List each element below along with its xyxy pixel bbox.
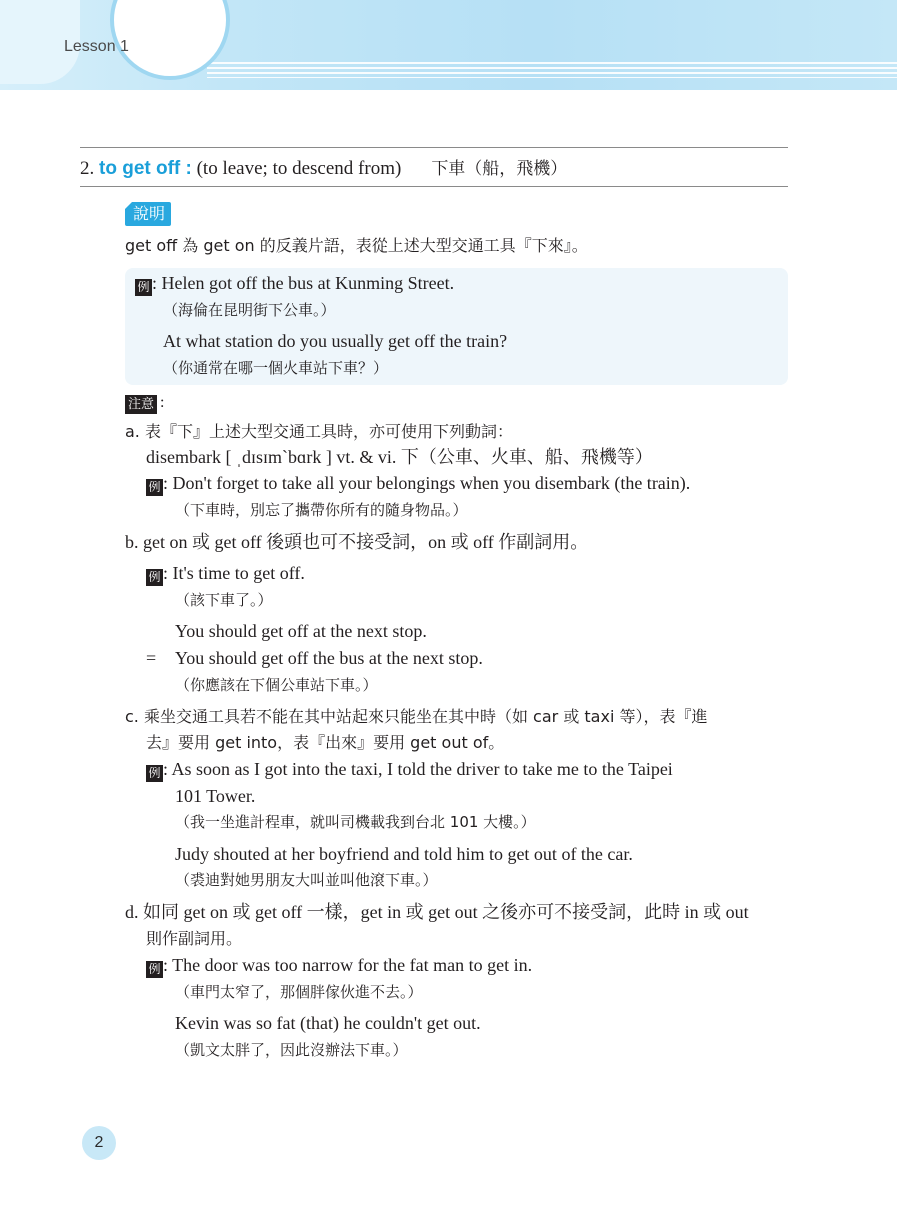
- example-1-zh: （海倫在昆明街下公車。）: [163, 301, 336, 319]
- top-divider: [80, 147, 788, 148]
- note-d-line1-text: d. 如同 get on 或 get off 一樣，get in 或 get out 之後亦可不接受詞，此時 in 或 out: [125, 902, 749, 922]
- note-a-example-zh: （下車時，別忘了攜帶你所有的隨身物品。）: [175, 501, 468, 519]
- note-tag: 注意: [125, 395, 157, 414]
- note-d-example2-en: Kevin was so fat (that) he couldn't get out.: [175, 1013, 481, 1033]
- note-b-equals: =: [146, 648, 157, 668]
- section-definition: (to leave; to descend from): [191, 158, 402, 179]
- header-stripes: [207, 62, 897, 78]
- note-b-example1-zh: （該下車了。）: [175, 591, 273, 609]
- note-d-example1-en: [146, 954, 532, 978]
- example-mark-icon: 例: [146, 569, 163, 586]
- note-b-example1-text: : It's time to get off.: [163, 563, 305, 583]
- explain-text-content: get off 為 get on 的反義片語，表從上述大型交通工具『下來』。: [125, 236, 588, 255]
- note-b-example3-zh: （你應該在下個公車站下車。）: [175, 676, 378, 694]
- note-c-line1: [125, 705, 708, 728]
- note-a-line1: [125, 420, 513, 443]
- section-number: 2.: [80, 158, 99, 179]
- note-d-line2-text: 則作副詞用。: [146, 929, 243, 948]
- note-b-example2-en: You should get off at the next stop.: [175, 621, 427, 641]
- note-d-example2-zh: （凱文太胖了，因此沒辦法下車。）: [175, 1041, 408, 1059]
- note-c-example1-zh: （我一坐進計程車，就叫司機載我到台北 101 大樓。）: [175, 813, 536, 831]
- note-c-line1-text: c. 乘坐交通工具若不能在其中站起來只能坐在其中時（如 car 或 taxi 等），表『進: [125, 707, 708, 726]
- explain-text: [125, 234, 588, 257]
- note-c-example1-en: [146, 758, 673, 782]
- page-number: 2: [82, 1126, 116, 1160]
- note-a-line2-text: disembark [ ˌdɪsɪmˋbɑrk ] vt. & vi. 下（公車、火車、船、飛機等）: [146, 447, 653, 467]
- example-mark-icon: 例: [146, 765, 163, 782]
- bottom-divider: [80, 186, 788, 187]
- note-c-example1-en-cont: 101 Tower.: [175, 786, 256, 806]
- section-chinese: 下車（船，飛機）: [431, 159, 568, 179]
- note-d-example1-text: : The door was too narrow for the fat man to get in.: [163, 955, 533, 975]
- note-b-line1-text: b. get on 或 get off 後頭也可不接受詞，on 或 off 作副詞用。: [125, 532, 589, 552]
- note-b-example1-en: [146, 562, 305, 586]
- example-1-en: [135, 272, 454, 296]
- note-a-example-en: [146, 472, 690, 496]
- example-1-text: : Helen got off the bus at Kunming Street.: [152, 273, 455, 293]
- note-b-example3-en: You should get off the bus at the next stop.: [175, 648, 483, 668]
- note-c-example2-zh: （裘迪對她男朋友大叫並叫他滾下車。）: [175, 871, 438, 889]
- section-title: [80, 154, 567, 180]
- section-keyword: to get off :: [99, 158, 192, 179]
- header-band: [0, 0, 897, 90]
- note-a-example-text: : Don't forget to take all your belongings when you disembark (the train).: [163, 473, 691, 493]
- note-c-example2-en: Judy shouted at her boyfriend and told him to get out of the car.: [175, 844, 633, 864]
- lesson-label: Lesson 1: [64, 38, 129, 55]
- note-a-line2: [146, 446, 653, 468]
- note-b-line1: [125, 531, 588, 553]
- example-2-zh: （你通常在哪一個火車站下車？）: [163, 359, 389, 377]
- explain-tag: 說明: [125, 202, 171, 226]
- example-mark-icon: 例: [146, 479, 163, 496]
- note-colon: :: [160, 394, 165, 411]
- example-mark-icon: 例: [146, 961, 163, 978]
- example-mark-icon: 例: [135, 279, 152, 296]
- note-c-example1-text: : As soon as I got into the taxi, I told the driver to take me to the Taipei: [163, 759, 673, 779]
- note-d-line2: [146, 927, 242, 950]
- note-d-example1-zh: （車門太窄了，那個胖傢伙進不去。）: [175, 983, 423, 1001]
- note-d-line1: [125, 901, 749, 923]
- note-a-line1-text: a. 表『下』上述大型交通工具時，亦可使用下列動詞：: [125, 422, 513, 441]
- note-c-line2: [146, 731, 504, 754]
- note-c-line2-text: 去』要用 get into，表『出來』要用 get out of。: [146, 733, 505, 752]
- example-2-en: At what station do you usually get off the train?: [163, 331, 508, 351]
